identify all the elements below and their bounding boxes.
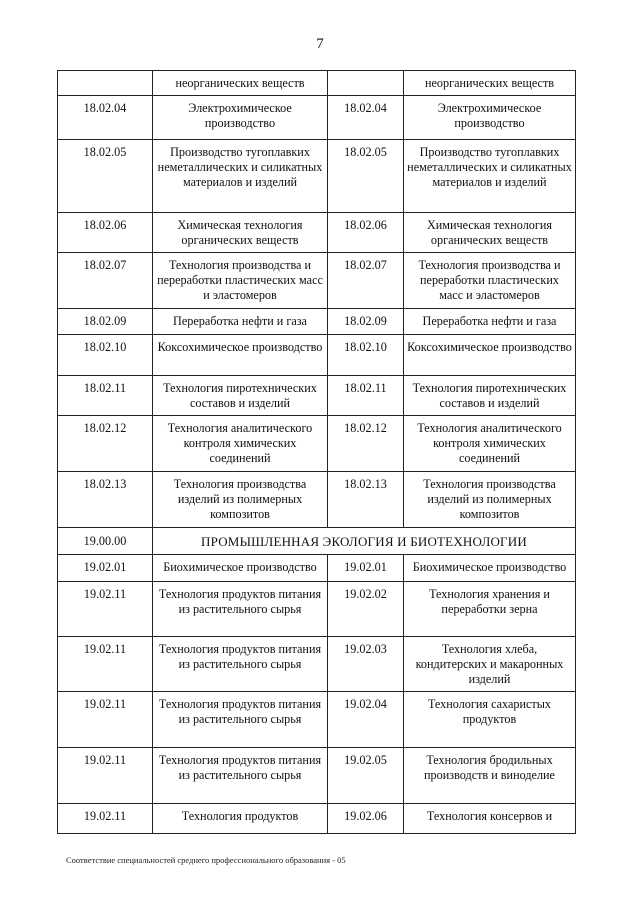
section-row	[58, 528, 576, 555]
table-row	[58, 140, 576, 213]
name-cell: Технология сахаристых продуктов	[404, 692, 576, 748]
table-row	[58, 472, 576, 528]
code-cell: 18.02.07	[58, 253, 153, 309]
table-row	[58, 309, 576, 335]
code-cell: 19.02.06	[328, 804, 404, 834]
table-row	[58, 804, 576, 834]
name-cell: Химическая технология органических веществ	[153, 213, 328, 253]
table-row	[58, 335, 576, 376]
code-cell: 19.02.03	[328, 637, 404, 692]
name-cell: Технология бродильных производств и виноделие	[404, 748, 576, 804]
name-cell: Технология производства изделий из полимерных композитов	[404, 472, 576, 528]
code-cell: 18.02.12	[58, 416, 153, 472]
code-cell: 18.02.11	[328, 376, 404, 416]
name-cell: Производство тугоплавких неметаллических и силикатных материалов и изделий	[404, 140, 576, 213]
name-cell: Технология производства и переработки пластических масс и эластомеров	[404, 253, 576, 309]
name-cell: Производство тугоплавких неметаллических и силикатных материалов и изделий	[153, 140, 328, 213]
table-row	[58, 253, 576, 309]
code-cell: 19.02.01	[328, 555, 404, 582]
specialties-table	[57, 70, 576, 834]
name-cell: Технология продуктов питания из растительного сырья	[153, 582, 328, 637]
page-footer: Соответствие специальностей среднего профессионального образования - 05	[66, 855, 346, 865]
table-row	[58, 637, 576, 692]
code-cell: 19.02.05	[328, 748, 404, 804]
table-row	[58, 692, 576, 748]
name-cell: Технология аналитического контроля химических соединений	[153, 416, 328, 472]
name-cell: Биохимическое производство	[153, 555, 328, 582]
code-cell: 18.02.09	[328, 309, 404, 335]
page-number: 7	[316, 36, 324, 52]
code-cell: 18.02.12	[328, 416, 404, 472]
code-cell: 19.02.11	[58, 582, 153, 637]
code-cell: 18.02.05	[58, 140, 153, 213]
table-row	[58, 748, 576, 804]
code-cell: 19.02.11	[58, 804, 153, 834]
name-cell: Технология производства и переработки пластических масс и эластомеров	[153, 253, 328, 309]
table-row	[58, 376, 576, 416]
name-cell: Технология производства изделий из полимерных композитов	[153, 472, 328, 528]
name-cell: Переработка нефти и газа	[404, 309, 576, 335]
section-title: ПРОМЫШЛЕННАЯ ЭКОЛОГИЯ И БИОТЕХНОЛОГИИ	[153, 528, 576, 555]
name-cell: Технология продуктов питания из растительного сырья	[153, 637, 328, 692]
table-row	[58, 582, 576, 637]
name-cell: Технология хлеба, кондитерских и макаронных изделий	[404, 637, 576, 692]
name-cell: Технология продуктов питания из растительного сырья	[153, 748, 328, 804]
name-cell: Химическая технология органических веществ	[404, 213, 576, 253]
code-cell: 18.02.13	[328, 472, 404, 528]
code-cell: 18.02.10	[58, 335, 153, 376]
name-cell: неорганических веществ	[404, 71, 576, 96]
name-cell: Технология хранения и переработки зерна	[404, 582, 576, 637]
code-cell: 18.02.11	[58, 376, 153, 416]
code-cell: 18.02.13	[58, 472, 153, 528]
name-cell: Технология пиротехнических составов и изделий	[404, 376, 576, 416]
name-cell: Электрохимическое производство	[153, 96, 328, 140]
table-row	[58, 416, 576, 472]
code-cell: 19.02.04	[328, 692, 404, 748]
code-cell: 19.02.02	[328, 582, 404, 637]
table-row	[58, 555, 576, 582]
name-cell: Биохимическое производство	[404, 555, 576, 582]
name-cell: неорганических веществ	[153, 71, 328, 96]
code-cell: 18.02.10	[328, 335, 404, 376]
name-cell: Электрохимическое производство	[404, 96, 576, 140]
section-code: 19.00.00	[58, 528, 153, 555]
name-cell: Технология пиротехнических составов и изделий	[153, 376, 328, 416]
code-cell: 18.02.04	[328, 96, 404, 140]
name-cell: Технология продуктов	[153, 804, 328, 834]
code-cell: 18.02.09	[58, 309, 153, 335]
code-cell	[58, 71, 153, 96]
code-cell: 18.02.04	[58, 96, 153, 140]
code-cell: 19.02.11	[58, 692, 153, 748]
name-cell: Технология консервов и	[404, 804, 576, 834]
code-cell: 19.02.11	[58, 637, 153, 692]
code-cell: 18.02.06	[328, 213, 404, 253]
code-cell: 19.02.01	[58, 555, 153, 582]
name-cell: Технология аналитического контроля химических соединений	[404, 416, 576, 472]
name-cell: Коксохимическое производство	[404, 335, 576, 376]
table-row	[58, 71, 576, 96]
code-cell: 18.02.06	[58, 213, 153, 253]
table-row	[58, 96, 576, 140]
code-cell	[328, 71, 404, 96]
code-cell: 19.02.11	[58, 748, 153, 804]
code-cell: 18.02.07	[328, 253, 404, 309]
table-row	[58, 213, 576, 253]
code-cell: 18.02.05	[328, 140, 404, 213]
name-cell: Технология продуктов питания из растительного сырья	[153, 692, 328, 748]
name-cell: Коксохимическое производство	[153, 335, 328, 376]
name-cell: Переработка нефти и газа	[153, 309, 328, 335]
